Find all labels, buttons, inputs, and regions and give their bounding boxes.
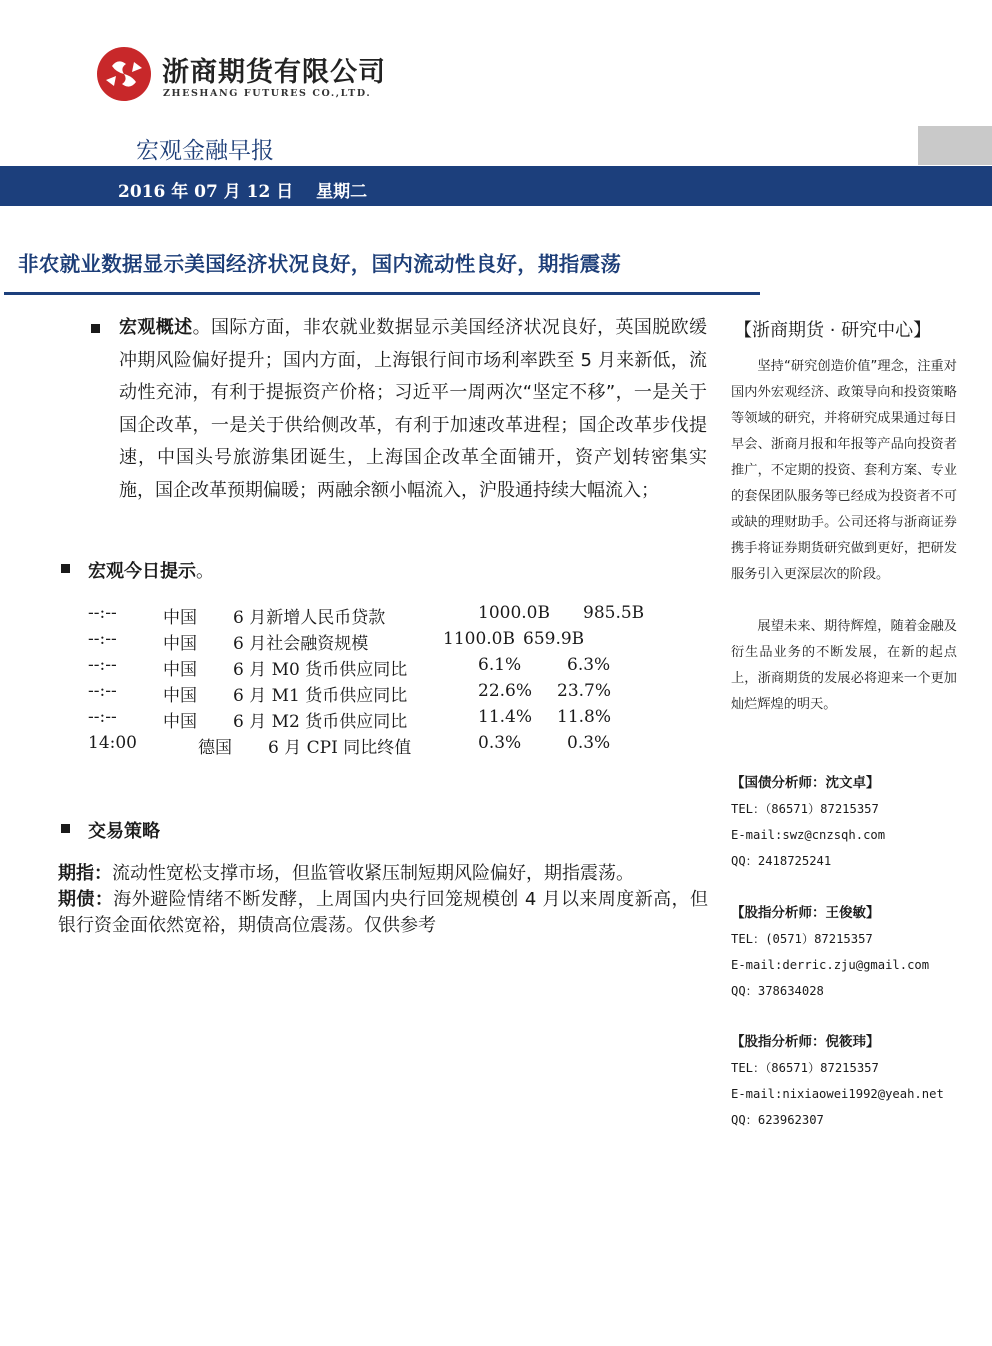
strategy-bond-futures xyxy=(58,887,708,939)
strategy-heading: 交易策略 xyxy=(88,821,160,842)
company-logo-icon xyxy=(96,46,152,102)
tip-item: 6 月 M2 货币供应同比 xyxy=(233,712,408,732)
strategy-index-text: 流动性宽松支撑市场，但监管收紧压制短期风险偏好，期指震荡。 xyxy=(112,863,634,884)
tip-forecast: 1000.0B xyxy=(478,603,550,623)
tip-item: 6 月 M0 货币供应同比 xyxy=(233,660,408,680)
tip-time: --:-- xyxy=(88,629,117,649)
table-row xyxy=(0,681,720,707)
tip-item: 6 月 M1 货币供应同比 xyxy=(233,686,408,706)
analyst-tel: TEL：（86571）87215357 xyxy=(731,1061,879,1075)
tip-time: --:-- xyxy=(88,707,117,727)
macro-overview-label: 宏观概述 xyxy=(119,317,193,338)
sidebar-intro: 坚持“研究创造价值”理念，注重对国内外宏观经济、政策导向和投资策略等领域的研究，并将研究成果通过每日早会、浙商月报和年报等产品向投资者推广，不定期的投资、套利方案、专业的套保团队服务等已经成为投资者不可或缺的理财助手。公司还将与浙商证券携手将证券期货研究做到更好，把研发服务引入更深层次的阶段。 xyxy=(731,359,957,582)
strategy-bond-text: 海外避险情绪不断发酵，上周国内央行回笼规模创 4 月以来周度新高，但银行资金面依然宽裕，期债高位震荡。仅供参考 xyxy=(58,889,708,936)
sidebar-title: 【浙商期货 · 研究中心】 xyxy=(734,320,932,341)
tip-time: --:-- xyxy=(88,655,117,675)
table-row xyxy=(0,629,720,655)
analyst-qq: QQ：2418725241 xyxy=(731,854,832,868)
tip-previous: 0.3% xyxy=(567,733,611,753)
analyst-name: 【股指分析师：王俊敏】 xyxy=(731,905,880,921)
headline-divider xyxy=(4,292,760,295)
strategy-index-label: 期指： xyxy=(58,863,112,884)
table-row xyxy=(0,603,720,629)
header-decoration-block xyxy=(918,126,992,165)
strategy-index-futures xyxy=(58,861,708,887)
tip-forecast: 11.4% xyxy=(478,707,533,727)
analyst-email[interactable]: E-mail:derric.zju@gmail.com xyxy=(731,958,930,972)
tip-country: 中国 xyxy=(163,660,197,680)
analyst-card xyxy=(731,770,981,874)
tip-item: 6 月社会融资规模 xyxy=(233,634,369,654)
tip-time: --:-- xyxy=(88,603,117,623)
tip-country: 中国 xyxy=(163,634,197,654)
analyst-qq: QQ：378634028 xyxy=(731,984,824,998)
table-row xyxy=(0,707,720,733)
tip-forecast: 1100.0B xyxy=(443,629,515,649)
tip-country: 德国 xyxy=(198,738,232,758)
tip-time: 14:00 xyxy=(88,733,137,753)
analyst-name: 【股指分析师：倪筱玮】 xyxy=(731,1034,880,1050)
bullet-square-icon xyxy=(61,564,70,573)
tip-previous: 659.9B xyxy=(523,629,585,649)
tip-previous: 23.7% xyxy=(557,681,612,701)
tip-forecast: 6.1% xyxy=(478,655,522,675)
report-type-title: 宏观金融早报 xyxy=(136,138,274,164)
tip-forecast: 0.3% xyxy=(478,733,522,753)
analyst-card xyxy=(731,900,981,1004)
tip-country: 中国 xyxy=(163,712,197,732)
bullet-square-icon xyxy=(91,324,100,333)
analyst-email[interactable]: E-mail:swz@cnzsqh.com xyxy=(731,828,886,842)
strategy-bond-label: 期债： xyxy=(58,889,114,910)
tip-item: 6 月 CPI 同比终值 xyxy=(268,738,412,758)
analyst-email[interactable]: E-mail:nixiaowei1992@yeah.net xyxy=(731,1087,944,1101)
tip-country: 中国 xyxy=(163,686,197,706)
analyst-tel: TEL：(0571）87215357 xyxy=(731,932,873,946)
table-row xyxy=(0,733,720,759)
macro-overview xyxy=(119,312,707,507)
sidebar-outlook: 展望未来、期待辉煌，随着金融及衍生品业务的不断发展，在新的起点上，浙商期货的发展必将迎来一个更加灿烂辉煌的明天。 xyxy=(731,619,957,712)
tip-previous: 6.3% xyxy=(567,655,611,675)
analyst-card xyxy=(731,1029,981,1133)
macro-overview-text: 。国际方面，非农就业数据显示美国经济状况良好，英国脱欧缓冲期风险偏好提升；国内方面，上海银行间市场利率跌至 5 月来新低，流动性充沛，有利于提振资产价格；习近平一周两次“坚定不移”，一是关于国企改革，一是关于供给侧改革，有利于加速改革进程；国企改革步伐提速，中国头号旅游集团诞生，上海国企改革全面铺开，资产划转密集实施，国企改革预期偏暖；两融余额小幅流入，沪股通持续大幅流入； xyxy=(119,317,708,501)
today-tips-heading-text: 宏观今日提示 xyxy=(88,561,196,582)
analyst-qq: QQ：623962307 xyxy=(731,1113,824,1127)
headline: 非农就业数据显示美国经济状况良好，国内流动性良好，期指震荡 xyxy=(18,252,622,276)
bullet-square-icon xyxy=(61,824,70,833)
analyst-tel: TEL：（86571）87215357 xyxy=(731,802,879,816)
company-name-en: ZHESHANG FUTURES CO.,LTD. xyxy=(163,88,372,99)
table-row xyxy=(0,655,720,681)
analyst-name: 【国债分析师：沈文卓】 xyxy=(731,775,880,791)
today-tips-heading-tail: 。 xyxy=(196,561,214,582)
company-name-cn: 浙商期货有限公司 xyxy=(162,57,386,88)
tip-item: 6 月新增人民币贷款 xyxy=(233,608,386,628)
tip-previous: 985.5B xyxy=(583,603,645,623)
tip-time: --:-- xyxy=(88,681,117,701)
tip-country: 中国 xyxy=(163,608,197,628)
report-date: 2016 年 07 月 12 日 星期二 xyxy=(118,182,368,202)
tip-forecast: 22.6% xyxy=(478,681,533,701)
tip-previous: 11.8% xyxy=(557,707,612,727)
today-tips-heading xyxy=(88,557,214,583)
